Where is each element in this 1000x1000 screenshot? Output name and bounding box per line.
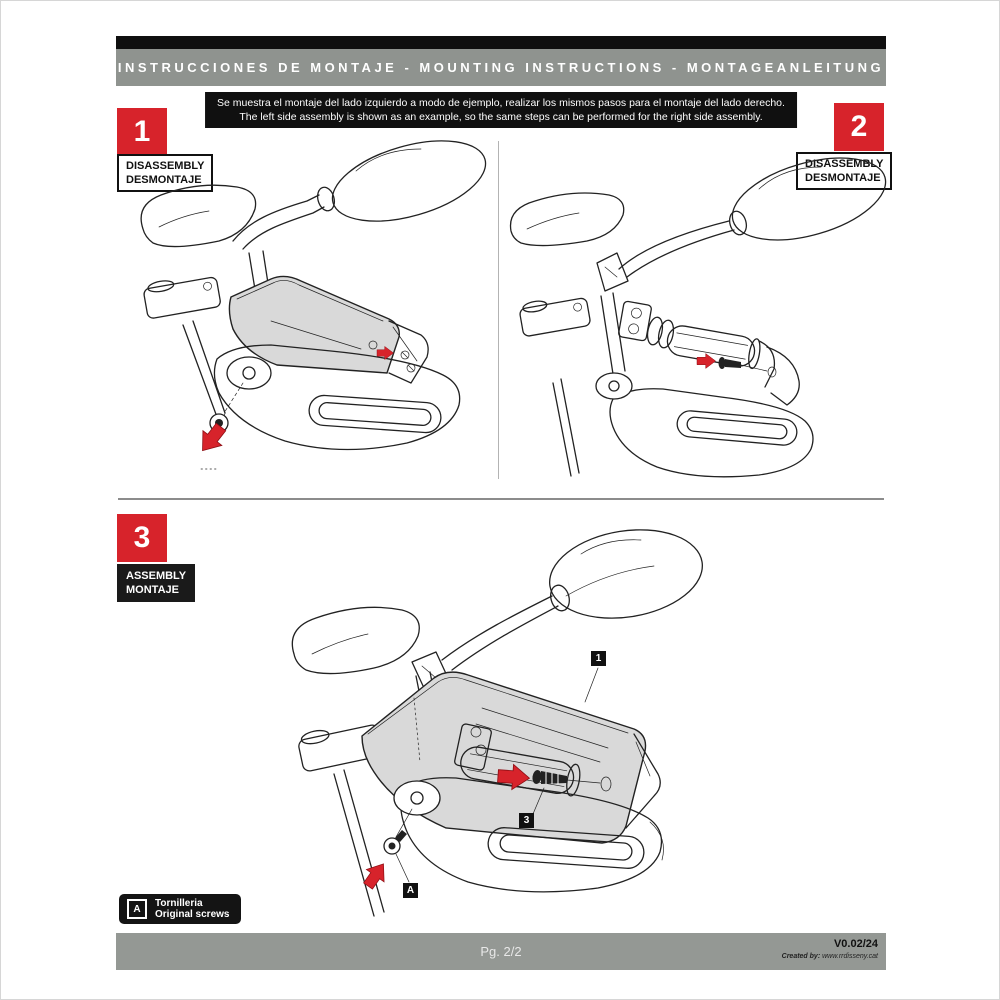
mirror <box>543 526 706 629</box>
brake-reservoir <box>142 272 221 319</box>
mount-arrow-a <box>359 858 392 893</box>
section-divider <box>118 498 884 500</box>
fairing-cowl <box>292 607 419 673</box>
credit-line: Created by: www.rrdisseny.cat <box>781 953 878 960</box>
mirror <box>323 131 494 236</box>
mirror-stalk <box>233 195 319 241</box>
footer-bar <box>116 933 886 970</box>
deflector-part <box>362 672 646 843</box>
pivot <box>227 357 271 389</box>
page-indicator: Pg. 2/2 <box>480 944 522 959</box>
step1-label-es: DESMONTAJE <box>126 174 202 186</box>
note-box <box>205 92 797 128</box>
screw <box>719 357 726 369</box>
header-bar <box>116 49 886 86</box>
mirror <box>723 143 891 256</box>
remove-arrow <box>697 354 716 369</box>
note-line-es: Se muestra el montaje del lado izquierdo a modo de ejemplo, realizar los mismos pasos para el montaje del lado derecho. <box>217 97 785 109</box>
callout-original-screw: A <box>403 883 418 898</box>
legend-a-icon: A <box>127 899 147 919</box>
pivot <box>394 781 440 815</box>
credit-url: www.rrdisseny.cat <box>822 953 878 960</box>
note-line-en: The left side assembly is shown as an example, so the same steps can be performed for the right side assembly. <box>239 111 763 123</box>
step3-label-es: MONTAJE <box>126 584 179 596</box>
mirror-stalk <box>619 221 729 269</box>
diagram-disassembly-1 <box>121 131 501 481</box>
legend-line-en: Original screws <box>155 909 230 920</box>
step2-label-es: DESMONTAJE <box>805 172 881 184</box>
step3-label-en: ASSEMBLY <box>126 570 187 582</box>
brake-reservoir <box>518 293 591 337</box>
fairing-cowl <box>141 185 255 246</box>
diagram-disassembly-2 <box>501 131 891 481</box>
mirror-joint <box>727 209 749 236</box>
callout-screw: 3 <box>519 813 534 828</box>
pivot <box>596 373 632 399</box>
version-label: V0.02/24 <box>833 938 878 950</box>
step3-label <box>117 564 195 602</box>
step2-label-en: DISASSEMBLY <box>805 158 884 170</box>
diagram-assembly-3 <box>236 526 706 926</box>
mirror-stalk <box>442 596 552 660</box>
switch-cluster <box>618 301 652 341</box>
step1-number: 1 <box>133 115 151 148</box>
fairing-cowl <box>511 193 624 246</box>
step2-number: 2 <box>850 110 868 143</box>
top-black-bar <box>116 36 886 49</box>
callout-deflector: 1 <box>591 651 606 666</box>
legend-line-es: Tornilleria <box>155 898 203 909</box>
step3-number-badge <box>117 514 167 562</box>
brake-lever <box>183 325 217 417</box>
guard-wing <box>767 347 799 405</box>
page-title: INSTRUCCIONES DE MONTAJE - MOUNTING INSTRUCTIONS - MONTAGEANLEITUNG <box>117 60 885 75</box>
step1-label-en: DISASSEMBLY <box>126 160 205 172</box>
step3-number: 3 <box>133 521 151 554</box>
legend-original-screws <box>119 894 241 924</box>
